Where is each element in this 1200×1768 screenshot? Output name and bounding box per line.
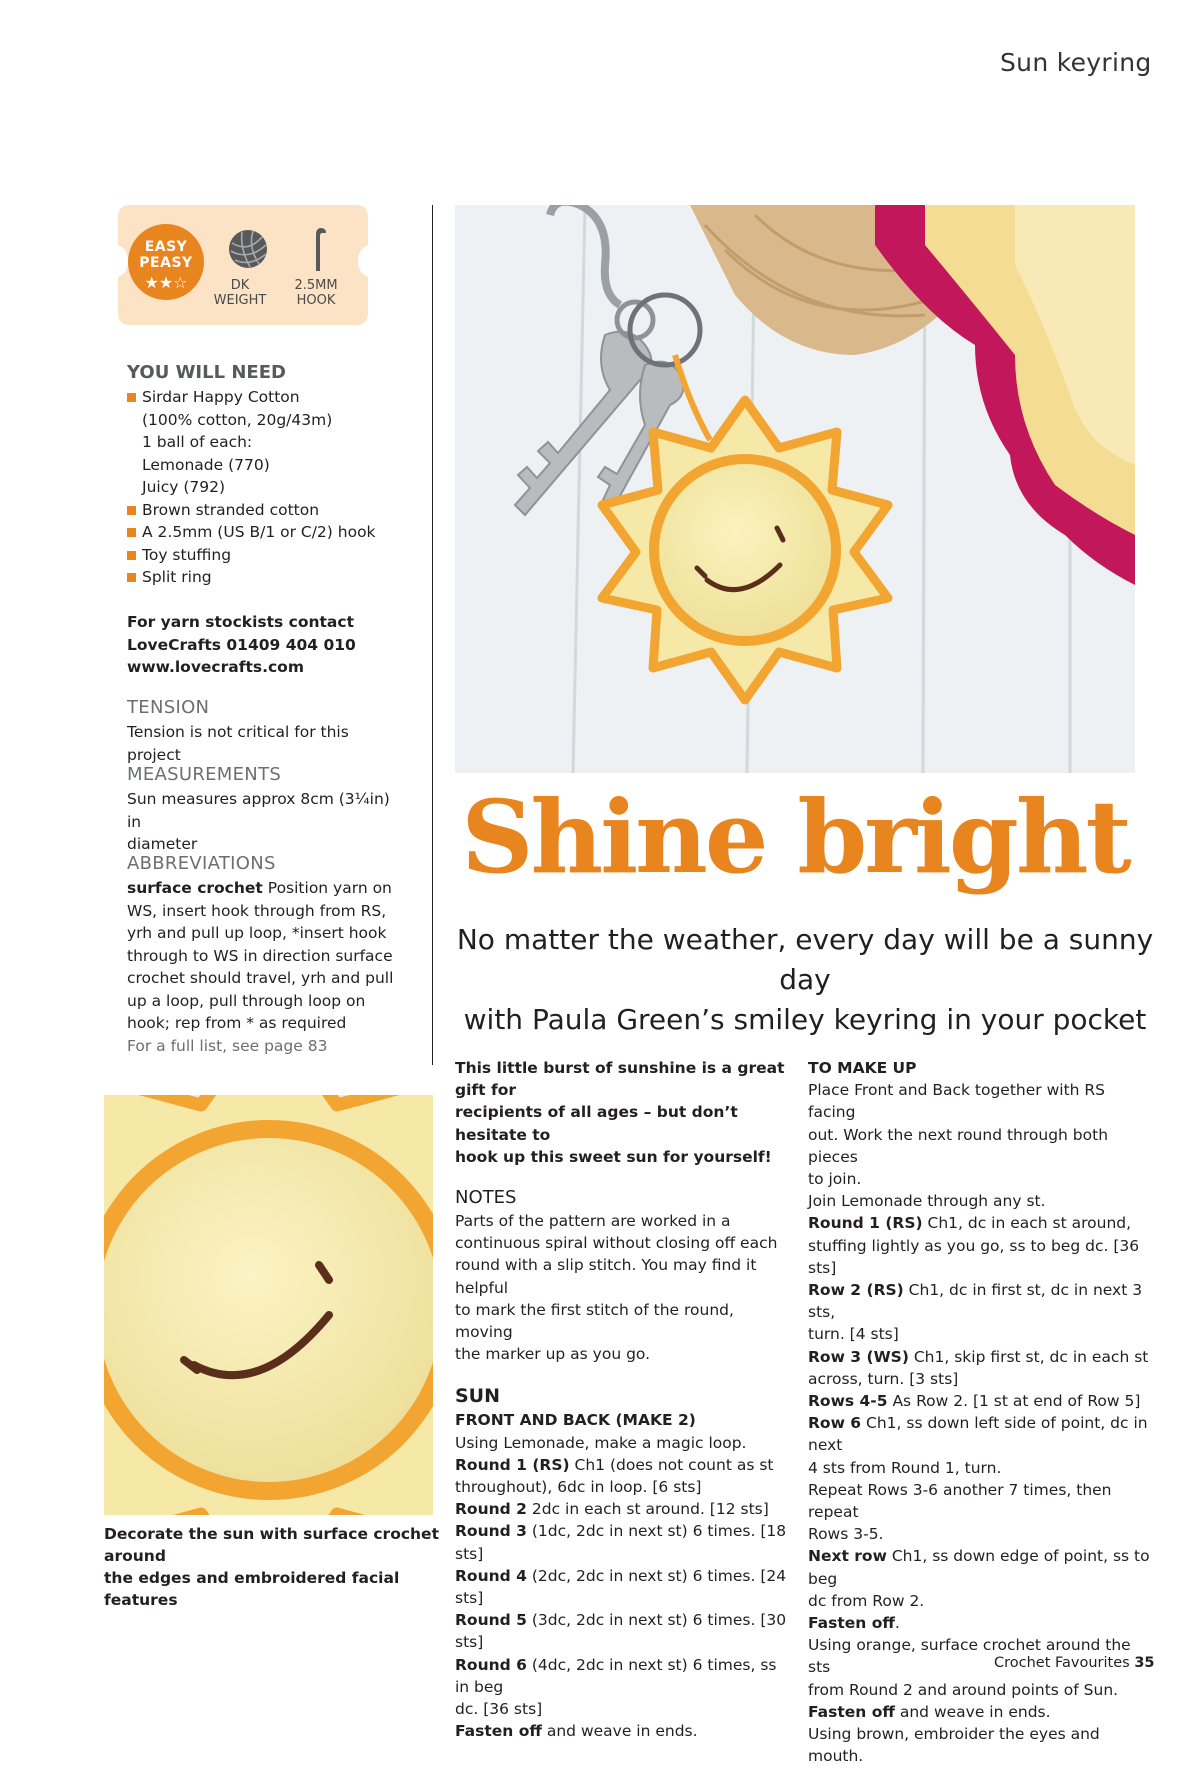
you-will-need-heading: YOU WILL NEED <box>127 362 286 383</box>
round-instruction: Round 1 (RS) Ch1 (does not count as st <box>455 1455 774 1474</box>
round-instruction-label: Round 1 (RS) <box>455 1455 570 1474</box>
abbreviation-term: surface crochet <box>127 879 263 897</box>
make-up-line: Fasten off. <box>808 1614 900 1633</box>
tension-section <box>127 697 397 766</box>
full-list-reference: For a full list, see page 83 <box>127 1036 328 1055</box>
keyring-photo <box>455 205 1135 773</box>
measurements-line: Sun measures approx 8cm (3¼in) in <box>127 790 390 831</box>
make-up-line: Place Front and Back together with RS facing <box>808 1081 1106 1122</box>
magazine-name: Crochet Favourites <box>994 1655 1130 1671</box>
tension-heading: TENSION <box>127 697 210 718</box>
abbreviation-line: surface crochet Position yarn on <box>127 879 392 897</box>
round-instruction-label: Round 5 <box>455 1611 527 1630</box>
abbreviation-line: crochet should travel, yrh and pull <box>127 969 394 987</box>
make-up-line: Fasten off and weave in ends. <box>808 1702 1051 1721</box>
stockists-line: For yarn stockists contact <box>127 613 354 631</box>
materials-item: Lemonade (770) <box>142 455 270 474</box>
round-instruction: Round 2 2dc in each st around. [12 sts] <box>455 1500 769 1519</box>
notes-line: continuous spiral without closing off each <box>455 1234 778 1253</box>
make-up-line: Rows 4-5 As Row 2. [1 st at end of Row 5] <box>808 1392 1141 1411</box>
crochet-hook-icon <box>307 225 331 273</box>
make-up-line-label: Round 1 (RS) <box>808 1214 923 1233</box>
make-up-line: out. Work the next round through both pieces <box>808 1125 1109 1166</box>
keyring-photo-illustration <box>455 205 1135 773</box>
make-up-line: Row 2 (RS) Ch1, dc in first st, dc in next 3 sts, <box>808 1281 1143 1322</box>
round-instruction: Fasten off and weave in ends. <box>455 1722 698 1741</box>
round-instruction: Round 3 (1dc, 2dc in next st) 6 times. [18 sts] <box>455 1522 787 1563</box>
make-up-line-label: Row 6 <box>808 1414 862 1433</box>
yarn-ball-icon <box>226 227 270 271</box>
page-folio <box>994 1655 1155 1671</box>
make-up-line-label: Rows 4-5 <box>808 1392 888 1411</box>
measurements-heading: MEASUREMENTS <box>127 764 282 785</box>
headline: Shine bright <box>461 778 1129 896</box>
round-instruction-label: Round 3 <box>455 1522 527 1541</box>
materials-item: Juicy (792) <box>142 478 226 496</box>
make-up-line: Round 1 (RS) Ch1, dc in each st around, <box>808 1214 1132 1233</box>
make-up-line: stuffing lightly as you go, ss to beg dc. [36 sts] <box>808 1236 1140 1277</box>
materials-item: 1 ball of each: <box>142 433 253 451</box>
materials-item: Sirdar Happy Cotton <box>127 386 397 409</box>
make-up-line-label: Row 2 (RS) <box>808 1281 904 1300</box>
make-up-line-label: Next row <box>808 1547 887 1566</box>
difficulty-stars: ★★☆ <box>144 273 188 292</box>
dk-weight-label: DK WEIGHT <box>213 278 267 308</box>
abbreviation-line: through to WS in direction surface <box>127 946 393 965</box>
you-will-need-section <box>127 362 397 589</box>
hook-size-label: 2.5MM HOOK <box>294 278 338 308</box>
make-up-line: from Round 2 and around points of Sun. <box>808 1680 1119 1699</box>
stockists-section <box>127 611 397 679</box>
pattern-column-left <box>455 1057 790 1742</box>
notes-line: to mark the first stitch of the round, moving <box>455 1300 734 1342</box>
make-up-line: Join Lemonade through any st. <box>808 1192 1046 1211</box>
intro-text: This little burst of sunshine is a great gift for recipients of all ages – but don’t hesitate to hook up this sweet sun for yourself! <box>455 1059 785 1166</box>
standfirst-line: No matter the weather, every day will be a sunny day <box>456 923 1154 996</box>
difficulty-badge <box>118 205 368 325</box>
easy-peasy-badge <box>128 224 204 300</box>
round-instruction: throughout), 6dc in loop. [6 sts] <box>455 1478 702 1497</box>
round-instruction: Round 4 (2dc, 2dc in next st) 6 times. [24 sts] <box>455 1566 787 1608</box>
materials-item: Brown stranded cotton <box>127 499 397 522</box>
make-up-line: dc from Row 2. <box>808 1591 925 1610</box>
make-up-line: to join. <box>808 1170 862 1189</box>
make-up-line-label: Fasten off <box>808 1614 895 1633</box>
make-up-heading: TO MAKE UP <box>808 1059 917 1077</box>
abbreviation-line: up a loop, pull through loop on <box>127 991 366 1010</box>
abbreviations-heading: ABBREVIATIONS <box>127 853 276 874</box>
make-up-line: Row 6 Ch1, ss down left side of point, dc in next <box>808 1414 1148 1455</box>
section-tag: Sun keyring <box>1000 48 1152 77</box>
sun-closeup-photo <box>104 1095 433 1515</box>
abbreviation-line: WS, insert hook through from RS, <box>127 901 387 920</box>
sun-subheading: FRONT AND BACK (MAKE 2) <box>455 1411 696 1430</box>
round-instruction: Round 5 (3dc, 2dc in next st) 6 times. [30 sts] <box>455 1611 787 1652</box>
notes-line: the marker up as you go. <box>455 1345 651 1364</box>
sun-closeup-illustration <box>104 1095 433 1515</box>
abbreviation-line: hook; rep from * as required <box>127 1014 347 1032</box>
measurements-section <box>127 764 397 856</box>
standfirst-line: with Paula Green’s smiley keyring in your pocket <box>463 1003 1147 1036</box>
round-instruction: dc. [36 sts] <box>455 1700 543 1719</box>
standfirst <box>440 920 1170 1040</box>
photo-caption: Decorate the sun with surface crochet around the edges and embroidered facial features <box>104 1525 439 1609</box>
round-instruction-label: Round 6 <box>455 1655 527 1674</box>
abbreviation-line: yrh and pull up loop, *insert hook <box>127 924 387 942</box>
make-up-line: Rows 3-5. <box>808 1525 884 1544</box>
materials-item: Split ring <box>127 566 397 589</box>
make-up-line: across, turn. [3 sts] <box>808 1369 959 1388</box>
round-instruction-label: Round 2 <box>455 1500 527 1519</box>
make-up-line: Row 3 (WS) Ch1, skip first st, dc in each st <box>808 1347 1149 1366</box>
round-instruction: Round 6 (4dc, 2dc in next st) 6 times, ss in beg <box>455 1655 777 1696</box>
make-up-line-label: Fasten off <box>808 1702 895 1721</box>
level-line1: EASY <box>144 239 188 255</box>
make-up-line: Using brown, embroider the eyes and mouth. <box>808 1725 1100 1766</box>
measurements-line: diameter <box>127 835 198 853</box>
make-up-line: turn. [4 sts] <box>808 1325 899 1344</box>
notes-line: Parts of the pattern are worked in a <box>455 1212 731 1231</box>
materials-item: A 2.5mm (US B/1 or C/2) hook <box>127 521 397 544</box>
notes-text <box>455 1210 790 1365</box>
make-up-line: Repeat Rows 3-6 another 7 times, then repeat <box>808 1480 1112 1522</box>
notes-line: round with a slip stitch. You may find it helpful <box>455 1256 757 1297</box>
make-up-line-label: Row 3 (WS) <box>808 1347 909 1366</box>
round-instruction-label: Fasten off <box>455 1722 542 1741</box>
materials-list <box>127 386 397 589</box>
sun-rounds <box>455 1454 790 1743</box>
make-up-line: 4 sts from Round 1, turn. <box>808 1458 1002 1477</box>
materials-item: Toy stuffing <box>127 544 397 567</box>
level-line2: PEASY <box>139 255 193 271</box>
make-up-line: Using orange, surface crochet around the sts <box>808 1636 1131 1677</box>
abbreviations-section <box>127 853 397 1057</box>
tension-text: Tension is not critical for this project <box>127 723 349 764</box>
round-instruction-label: Round 4 <box>455 1566 527 1585</box>
sun-heading: SUN <box>455 1385 501 1408</box>
stockists-website: www.lovecrafts.com <box>127 658 304 676</box>
stockists-phone: LoveCrafts 01409 404 010 <box>127 635 356 654</box>
notes-heading: NOTES <box>455 1187 517 1209</box>
materials-item: (100% cotton, 20g/43m) <box>142 410 333 429</box>
column-divider <box>432 205 433 1065</box>
sun-intro: Using Lemonade, make a magic loop. <box>455 1433 747 1452</box>
page-number: 35 <box>1134 1655 1155 1671</box>
make-up-line: Next row Ch1, ss down edge of point, ss to beg <box>808 1547 1150 1588</box>
